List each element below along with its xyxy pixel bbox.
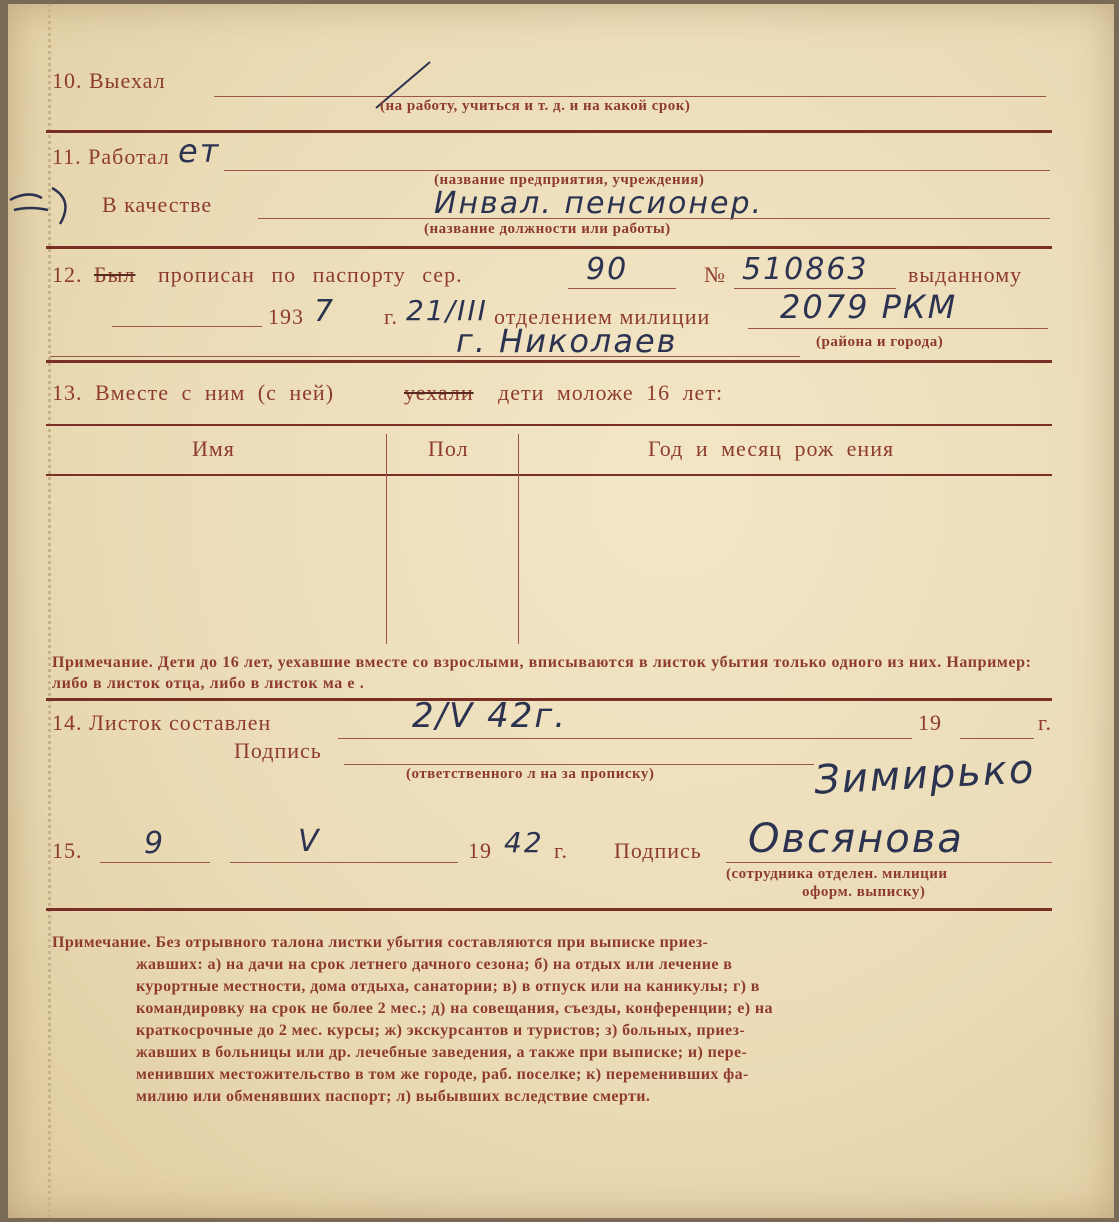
table-divider-2: [518, 434, 519, 644]
field-12-dept-value: 2079 РКМ: [780, 288, 958, 326]
field-14-year-suffix: 19: [918, 710, 942, 735]
note-discharge-l4: командировку на срок не более 2 мес.; д) на совещания, съезды, конференции; е) на: [136, 1000, 773, 1017]
field-11-handwritten-suffix: ет: [178, 132, 221, 170]
field-13-label: 13. Вместе с ним (с ней): [52, 380, 335, 405]
field-10-label: 10. Выехал: [52, 68, 166, 93]
field-11-label: 11. Работал: [52, 144, 170, 169]
field-14-date-line: [338, 738, 912, 739]
field-15-g-label: г.: [554, 838, 569, 863]
field-11-enterprise-line: [224, 170, 1050, 171]
field-12-prefix-line: [112, 326, 262, 327]
field-10-line: [214, 96, 1046, 97]
note-discharge-l5: краткосрочные до 2 мес. курсы; ж) экскурсантов и туристов; з) больных, приез-: [136, 1022, 746, 1039]
field-12-dept-line: [748, 328, 1048, 329]
field-15-hint-2: оформ. выписку): [802, 884, 926, 900]
field-11-position-value: Инвал. пенсионер.: [434, 186, 764, 221]
field-14-label: 14. Листок составлен: [52, 710, 272, 735]
field-12-number-value: 510863: [742, 252, 869, 287]
rule-5: [46, 908, 1052, 911]
field-12-city-line: [50, 356, 800, 357]
note-discharge-l3: курортные местности, дома отдыха, санатории; в) в отпуск или на каникулы; г) в: [136, 978, 760, 995]
table-col-sex: Пол: [428, 436, 469, 461]
margin-handwritten-mark: [8, 180, 74, 228]
note-children: Примечание. Дети до 16 лет, уехавшие вместе со взрослыми, вписываются в листок убытия только одного из них. Например: либо в листок отца, либо в листок ма е .: [52, 654, 1032, 692]
field-14-hint: (ответственного л на за прописку): [406, 766, 655, 782]
table-col-name: Имя: [192, 436, 235, 461]
field-10-hint: (на работу, учиться и т. д. и на какой срок): [380, 98, 691, 114]
note-discharge-l2: жавших: а) на дачи на срок летнего дачного сезона; б) на отдых или лечение в: [136, 956, 733, 973]
field-12-series-line: [568, 288, 676, 289]
field-12-label: прописан по паспорту сер.: [158, 262, 463, 287]
field-15-year-hw: 42: [504, 826, 544, 859]
table-divider-1: [386, 434, 387, 644]
field-15-label: 15.: [52, 838, 83, 863]
field-12-dept-label: отделением милиции: [494, 304, 711, 329]
rule-3: [46, 360, 1052, 363]
table-header-rule: [46, 474, 1052, 476]
table-col-birth: Год и месяц рож ения: [648, 436, 895, 461]
field-11-hint-enterprise: (название предприятия, учреждения): [434, 172, 705, 188]
field-15-sign-label: Подпись: [614, 838, 702, 863]
rule-2: [46, 246, 1052, 249]
field-12-city-value: г. Николаев: [456, 322, 678, 360]
field-11-hint-position: (название должности или работы): [424, 221, 671, 237]
note-discharge-l1: Примечание. Без отрывного талона листки убытия составляются при выписке приез-: [52, 934, 709, 951]
field-14-sign-label: Подпись: [234, 738, 322, 763]
field-15-year-printed: 19: [468, 838, 492, 863]
field-12-hint-district: (района и города): [816, 334, 944, 350]
field-12-year-hw: 7: [314, 294, 336, 329]
note-discharge-l7: менивших местожительство в том же городе, раб. поселке; к) переменивших фа-: [136, 1066, 749, 1083]
field-15-day-line: [100, 862, 210, 863]
field-15-day: 9: [144, 826, 166, 861]
field-13-label-struck: уехали: [404, 380, 474, 405]
field-12-number: 12.: [52, 262, 83, 287]
field-12-issued-label: выданному: [908, 262, 1023, 287]
field-12-g-label: г.: [384, 304, 399, 329]
field-14-signature: Зимирько: [812, 746, 1037, 804]
field-12-label-struck: Был: [94, 262, 136, 287]
field-15-signature: Овсянова: [748, 816, 964, 862]
note-discharge-l6: жавших в больницы или др. лечебные заведения, а также при выписке; и) пере-: [136, 1044, 748, 1061]
field-14-sign-line: [344, 764, 814, 765]
field-14-g-label: г.: [1038, 710, 1053, 735]
field-11-position-label: В качестве: [102, 192, 213, 217]
field-15-hint-1: (сотрудника отделен. милиции: [726, 866, 948, 882]
field-15-sign-line: [726, 862, 1052, 863]
field-12-year-printed: 193: [268, 304, 304, 329]
note-discharge-l8: милию или обменявших паспорт; л) выбывших вследствие смерти.: [136, 1088, 651, 1105]
field-13-label-rest: дети моложе 16 лет:: [498, 380, 724, 405]
form-sheet: [8, 4, 1114, 1218]
field-14-year-line: [960, 738, 1034, 739]
field-11-position-line: [258, 218, 1050, 219]
field-14-date-value: 2/V 42г.: [412, 696, 568, 736]
field-15-month-line: [230, 862, 458, 863]
field-12-number-sign: №: [704, 262, 726, 287]
field-12-date-hw: 21/III: [406, 294, 488, 327]
table-top-rule: [46, 424, 1052, 426]
field-12-series-value: 90: [586, 252, 629, 287]
field-15-month: V: [298, 824, 321, 859]
